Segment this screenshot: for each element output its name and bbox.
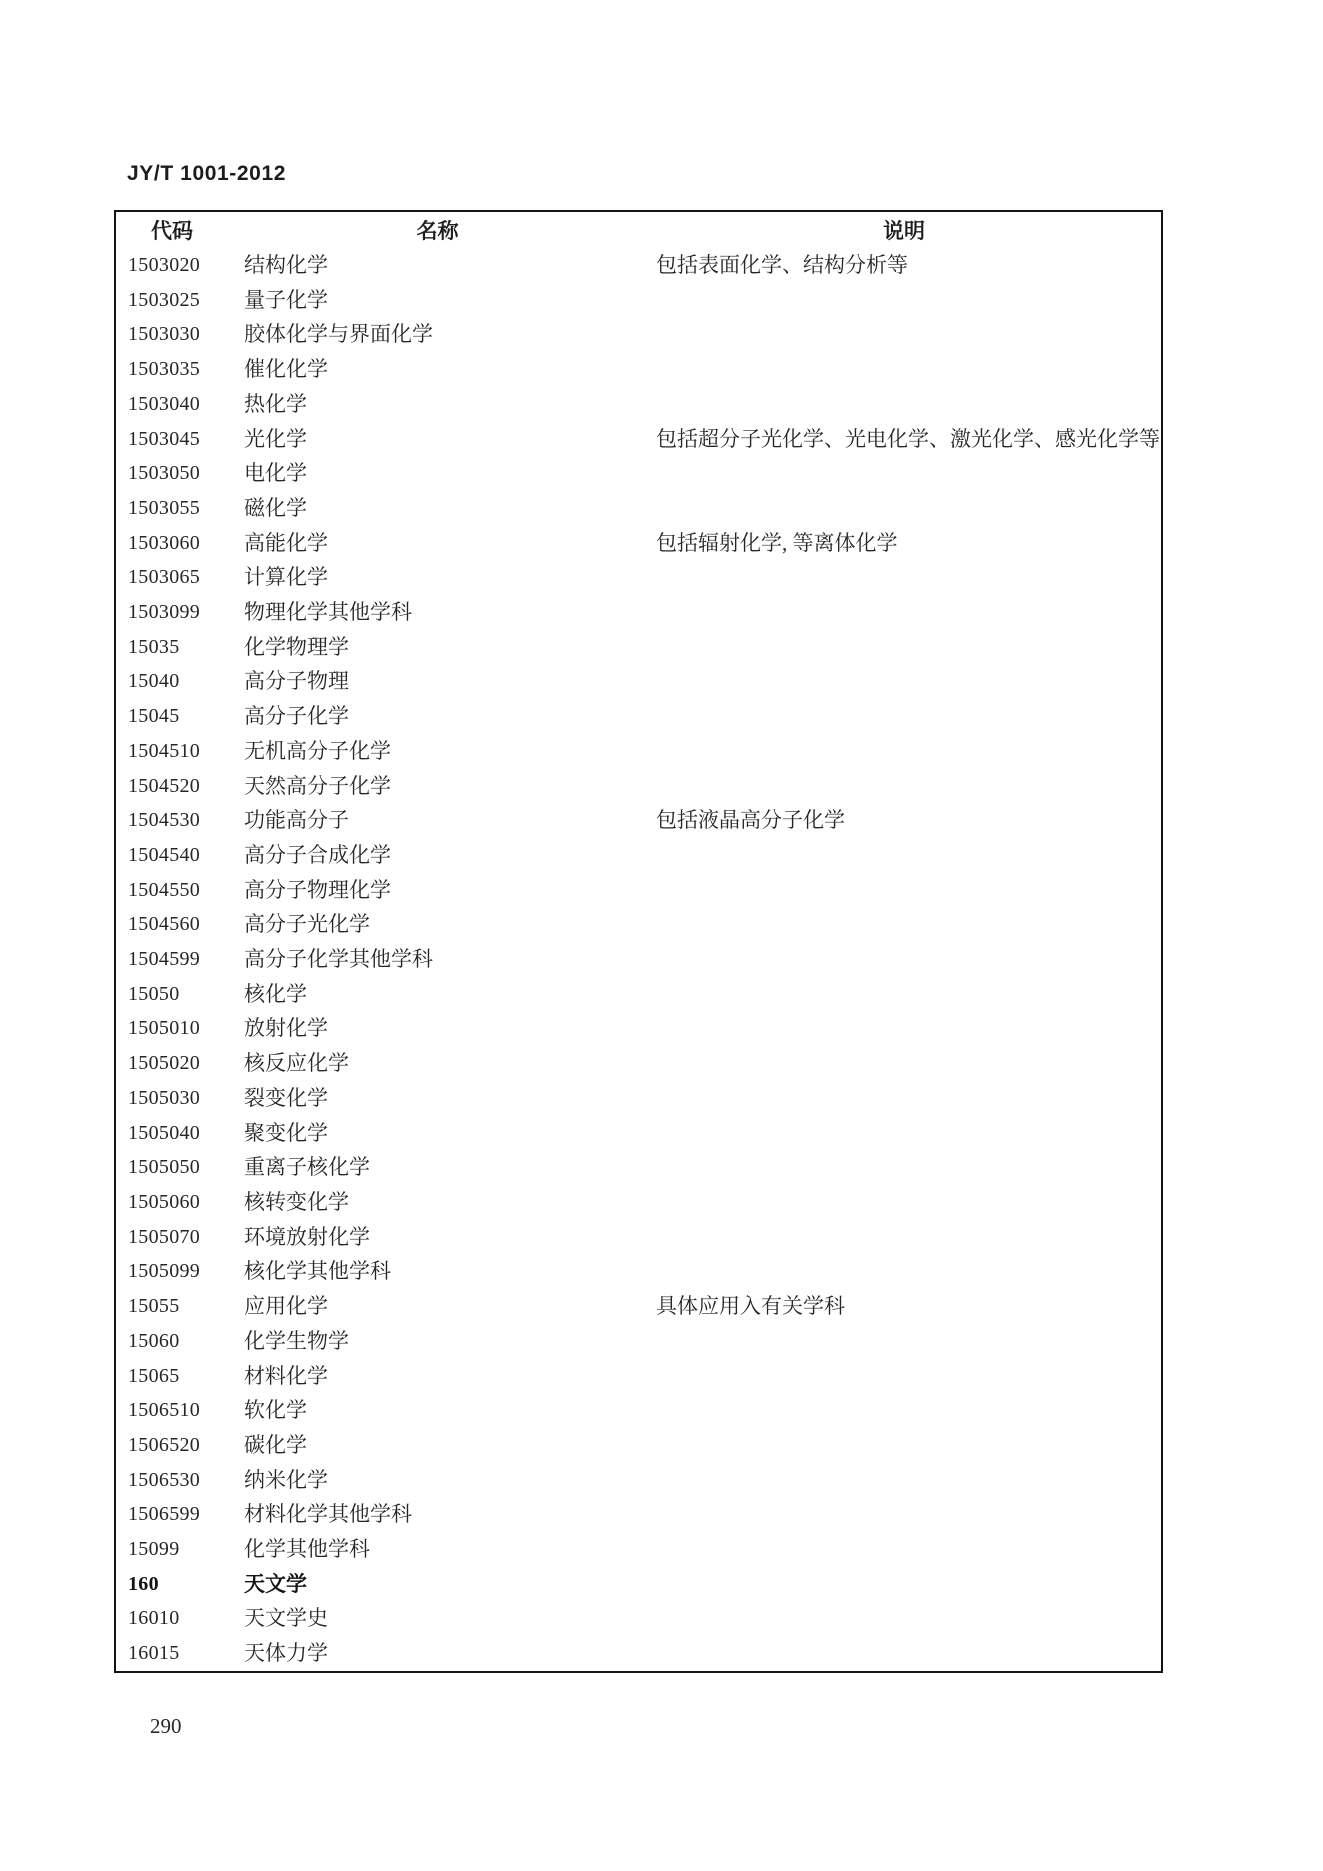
- code-cell: 1504599: [128, 948, 201, 971]
- code-cell: 1504560: [128, 913, 201, 936]
- desc-cell: [647, 283, 1162, 318]
- name-cell: 核化学其他学科: [244, 1259, 391, 1284]
- desc-cell: [647, 664, 1162, 699]
- name-cell: 材料化学其他学科: [244, 1502, 412, 1527]
- code-cell: 15045: [128, 705, 180, 728]
- code-cell: 1505040: [128, 1121, 201, 1144]
- table-row: [115, 560, 1162, 595]
- desc-cell: [647, 630, 1162, 665]
- code-cell: 16010: [128, 1607, 180, 1630]
- code-cell: 1504520: [128, 774, 201, 797]
- name-cell: 热化学: [244, 391, 307, 416]
- desc-cell: 具体应用入有关学科: [656, 1294, 845, 1319]
- code-cell: 15040: [128, 670, 180, 693]
- code-cell: 1506510: [128, 1399, 201, 1422]
- code-cell: 1505030: [128, 1086, 201, 1109]
- desc-cell: [647, 1532, 1162, 1567]
- table-row: [115, 1046, 1162, 1081]
- name-cell: 无机高分子化学: [244, 738, 391, 763]
- code-cell: 1505099: [128, 1260, 201, 1283]
- table-row: [115, 595, 1162, 630]
- name-cell: 催化化学: [244, 357, 328, 382]
- name-cell: 计算化学: [244, 565, 328, 590]
- code-cell: 1503060: [128, 531, 201, 554]
- table-row: [115, 1254, 1162, 1289]
- desc-cell: [647, 1601, 1162, 1636]
- desc-cell: [647, 1359, 1162, 1394]
- name-cell: 天体力学: [244, 1641, 328, 1666]
- code-cell: 1503025: [128, 288, 201, 311]
- code-cell: 1503045: [128, 427, 201, 450]
- desc-cell: [647, 1150, 1162, 1185]
- code-cell: 1505070: [128, 1225, 201, 1248]
- name-cell: 结构化学: [244, 253, 328, 277]
- desc-cell: [647, 1046, 1162, 1081]
- table-row: [115, 1081, 1162, 1116]
- desc-cell: 包括表面化学、结构分析等: [656, 253, 908, 277]
- desc-cell: 包括辐射化学, 等离体化学: [656, 530, 898, 555]
- code-cell: 160: [128, 1572, 159, 1595]
- desc-cell: [647, 595, 1162, 630]
- desc-cell: [647, 1220, 1162, 1255]
- name-cell: 碳化学: [244, 1432, 307, 1457]
- table-row: [115, 1497, 1162, 1532]
- table-row: [115, 352, 1162, 387]
- table-row: [115, 907, 1162, 942]
- name-cell: 应用化学: [244, 1294, 328, 1319]
- table-row: [115, 838, 1162, 873]
- name-cell: 高分子物理化学: [244, 877, 391, 902]
- code-cell: 1503055: [128, 496, 201, 519]
- name-cell: 天然高分子化学: [244, 773, 391, 798]
- desc-cell: [647, 838, 1162, 873]
- desc-cell: [647, 1116, 1162, 1151]
- table-row: [115, 1359, 1162, 1394]
- table-row: [115, 977, 1162, 1012]
- table-row: [115, 1532, 1162, 1567]
- code-cell: 15055: [128, 1295, 180, 1318]
- table-row: [115, 1636, 1162, 1672]
- table-row: [115, 630, 1162, 665]
- table-row: [115, 317, 1162, 352]
- desc-cell: [647, 560, 1162, 595]
- table-row: [115, 1601, 1162, 1636]
- code-cell: 15035: [128, 635, 180, 658]
- table-row: [115, 1428, 1162, 1463]
- table-body: [115, 248, 1162, 1672]
- table-row: [115, 942, 1162, 977]
- table-row: [115, 1567, 1162, 1602]
- table-row: [115, 387, 1162, 422]
- page-number: 290: [150, 1714, 182, 1738]
- desc-cell: [647, 1254, 1162, 1289]
- code-cell: 16015: [128, 1642, 180, 1665]
- desc-cell: [647, 873, 1162, 908]
- name-cell: 高分子合成化学: [244, 842, 391, 867]
- code-cell: 15050: [128, 982, 180, 1005]
- table-header: [115, 211, 1162, 248]
- code-cell: 1506520: [128, 1433, 201, 1456]
- code-cell: 1506530: [128, 1468, 201, 1491]
- desc-cell: [647, 977, 1162, 1012]
- code-cell: 1504510: [128, 739, 201, 762]
- doc-code-header: JY/T 1001-2012: [127, 162, 287, 185]
- name-cell: 核转变化学: [244, 1189, 349, 1214]
- code-cell: 1504540: [128, 843, 201, 866]
- table-row: [115, 873, 1162, 908]
- desc-cell: 包括液晶高分子化学: [656, 808, 845, 833]
- name-cell: 重离子核化学: [244, 1155, 370, 1180]
- table-row: [115, 1324, 1162, 1359]
- desc-cell: [647, 1393, 1162, 1428]
- code-cell: 15065: [128, 1364, 180, 1387]
- code-cell: 1503099: [128, 601, 201, 624]
- table-row: [115, 422, 1162, 457]
- desc-cell: [647, 317, 1162, 352]
- name-cell: 光化学: [244, 426, 307, 451]
- name-cell: 聚变化学: [244, 1120, 328, 1145]
- name-cell: 高分子化学: [244, 704, 349, 729]
- name-cell: 化学其他学科: [244, 1537, 370, 1562]
- table-row: [115, 769, 1162, 804]
- name-cell: 化学物理学: [244, 634, 349, 659]
- desc-cell: [647, 387, 1162, 422]
- table-row: [115, 1393, 1162, 1428]
- desc-cell: [647, 352, 1162, 387]
- name-cell: 材料化学: [244, 1363, 328, 1388]
- name-cell: 核反应化学: [244, 1051, 349, 1076]
- code-cell: 1503040: [128, 392, 201, 415]
- desc-cell: [647, 942, 1162, 977]
- column-header-code: 代码: [151, 219, 193, 243]
- name-cell: 化学生物学: [244, 1328, 349, 1353]
- column-header-name: 名称: [416, 219, 459, 243]
- desc-cell: [647, 1636, 1162, 1672]
- column-header-description: 说明: [883, 219, 925, 243]
- name-cell: 放射化学: [244, 1016, 328, 1041]
- code-cell: 1505010: [128, 1017, 201, 1040]
- table-row: [115, 803, 1162, 838]
- code-cell: 1504550: [128, 878, 201, 901]
- table-row: [115, 664, 1162, 699]
- code-cell: 1505050: [128, 1156, 201, 1179]
- desc-cell: [647, 907, 1162, 942]
- desc-cell: [647, 1324, 1162, 1359]
- name-cell: 环境放射化学: [244, 1224, 370, 1249]
- code-cell: 1506599: [128, 1503, 201, 1526]
- desc-cell: [647, 699, 1162, 734]
- desc-cell: [647, 1081, 1162, 1116]
- code-cell: 1503030: [128, 323, 201, 346]
- table-header-row: [115, 211, 1162, 248]
- table-row: [115, 1220, 1162, 1255]
- code-cell: 1503065: [128, 566, 201, 589]
- desc-cell: [647, 734, 1162, 769]
- table-row: [115, 1116, 1162, 1151]
- code-cell: 1505020: [128, 1052, 201, 1075]
- name-cell: 物理化学其他学科: [244, 600, 412, 625]
- name-cell: 高能化学: [244, 530, 328, 555]
- table-row: [115, 1011, 1162, 1046]
- table-row: [115, 699, 1162, 734]
- code-cell: 15099: [128, 1538, 180, 1561]
- table-row: [115, 456, 1162, 491]
- code-cell: 1505060: [128, 1190, 201, 1213]
- table-row: [115, 1289, 1162, 1324]
- desc-cell: [647, 1428, 1162, 1463]
- code-cell: 1503020: [128, 254, 201, 276]
- table-row: [115, 1463, 1162, 1498]
- table-row: [115, 1185, 1162, 1220]
- table-row: [115, 526, 1162, 561]
- name-cell: 软化学: [244, 1398, 307, 1423]
- name-cell: 磁化学: [244, 495, 307, 520]
- code-cell: 15060: [128, 1329, 180, 1352]
- name-cell: 高分子光化学: [244, 912, 370, 937]
- name-cell: 纳米化学: [244, 1467, 328, 1492]
- table-row: [115, 248, 1162, 283]
- desc-cell: 包括超分子光化学、光电化学、激光化学、感光化学等: [656, 426, 1160, 451]
- name-cell: 天文学史: [244, 1606, 328, 1631]
- desc-cell: [647, 769, 1162, 804]
- table-row: [115, 1150, 1162, 1185]
- name-cell: 功能高分子: [244, 808, 349, 833]
- name-cell: 高分子物理: [244, 669, 349, 694]
- name-cell: 电化学: [244, 461, 307, 486]
- name-cell: 胶体化学与界面化学: [244, 322, 433, 347]
- table-row: [115, 491, 1162, 526]
- name-cell: 天文学: [244, 1571, 307, 1596]
- desc-cell: [647, 1011, 1162, 1046]
- code-cell: 1503035: [128, 358, 201, 381]
- name-cell: 裂变化学: [244, 1085, 328, 1110]
- table-row: [115, 283, 1162, 318]
- table-row: [115, 734, 1162, 769]
- desc-cell: [647, 1185, 1162, 1220]
- desc-cell: [647, 1463, 1162, 1498]
- name-cell: 核化学: [244, 981, 307, 1006]
- name-cell: 高分子化学其他学科: [244, 947, 433, 972]
- desc-cell: [647, 1497, 1162, 1532]
- desc-cell: [647, 456, 1162, 491]
- code-cell: 1504530: [128, 809, 201, 832]
- name-cell: 量子化学: [244, 287, 328, 312]
- classification-table: [114, 210, 1163, 1673]
- code-cell: 1503050: [128, 462, 201, 485]
- desc-cell: [647, 1567, 1162, 1602]
- desc-cell: [647, 491, 1162, 526]
